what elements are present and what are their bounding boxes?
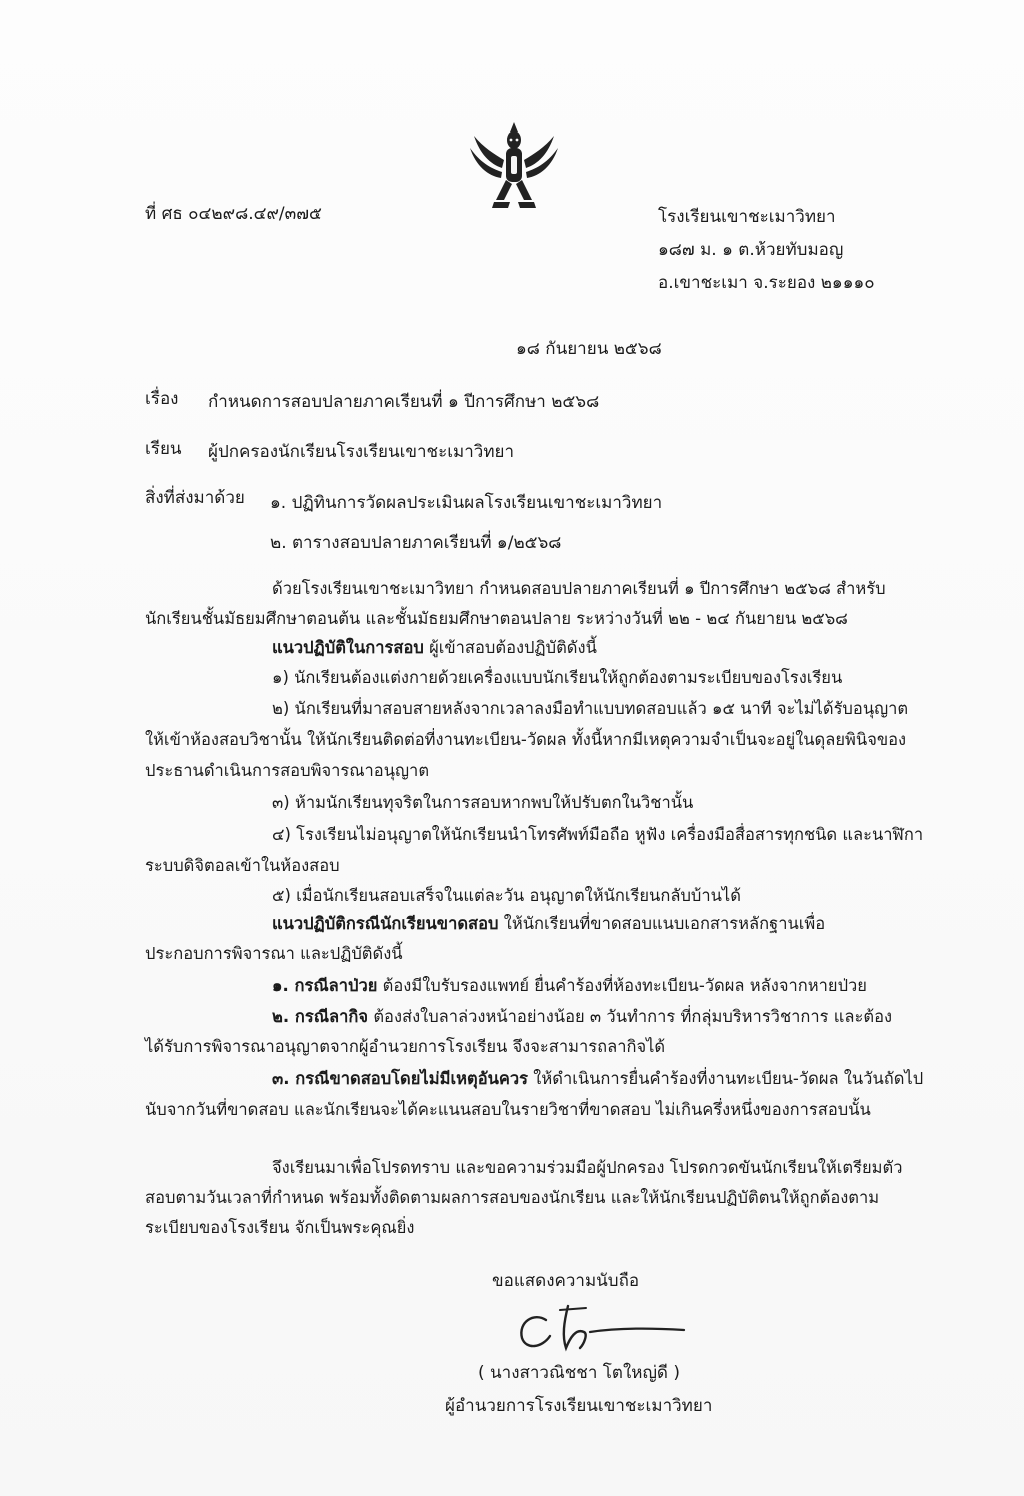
absent-heading-continued: ประกอบการพิจารณา และปฏิบัติดังนี้ [145, 944, 403, 963]
enclosures-label: สิ่งที่ส่งมาด้วย [145, 488, 245, 508]
org-address-line2: อ.เขาชะเมา จ.ระยอง ๒๑๑๑๐ [658, 273, 875, 293]
closing-line: สอบตามวันเวลาที่กำหนด พร้อมทั้งติดตามผลการสอบของนักเรียน และให้นักเรียนปฏิบัติตนให้ถูกต้องตาม [145, 1188, 880, 1207]
absent-case [272, 1068, 1024, 1090]
garuda-emblem-icon [466, 118, 562, 218]
intro-line: นักเรียนชั้นมัธยมศึกษาตอนต้น และชั้นมัธยมศึกษาตอนปลาย ระหว่างวันที่ ๒๒ - ๒๔ กันยายน ๒๕๖๘ [145, 609, 848, 628]
rule-item-continued: ให้เข้าห้องสอบวิชานั้น ให้นักเรียนติดต่อที่งานทะเบียน-วัดผล ทั้งนี้หากมีเหตุความจำเป็นจะอยู่ในดุลยพินิจของ [145, 730, 907, 749]
absent-heading-tail: ให้นักเรียนที่ขาดสอบแนบเอกสารหลักฐานเพื่อ [498, 914, 826, 933]
rule-item: ๕) เมื่อนักเรียนสอบเสร็จในแต่ละวัน อนุญาตให้นักเรียนกลับบ้านได้ [272, 886, 741, 905]
reference-number: ที่ ศธ ๐๔๒๙๘.๔๙/๓๗๕ [145, 204, 322, 224]
rule-item: ๒) นักเรียนที่มาสอบสายหลังจากเวลาลงมือทำแบบทดสอบแล้ว ๑๕ นาที จะไม่ได้รับอนุญาต [272, 699, 909, 718]
rule-item-continued: ประธานดำเนินการสอบพิจารณาอนุญาต [145, 761, 430, 780]
rules-heading [272, 637, 1024, 659]
absent-case [272, 1006, 1024, 1028]
case-label: ๓. กรณีขาดสอบโดยไม่มีเหตุอันควร [272, 1069, 529, 1088]
closing-line: ระเบียบของโรงเรียน จักเป็นพระคุณยิ่ง [145, 1218, 415, 1237]
regards-text: ขอแสดงความนับถือ [492, 1271, 640, 1291]
signer-position: ผู้อำนวยการโรงเรียนเขาชะเมาวิทยา [445, 1396, 713, 1416]
letter-date: ๑๘ กันยายน ๒๕๖๘ [516, 339, 662, 359]
subject-text: กำหนดการสอบปลายภาคเรียนที่ ๑ ปีการศึกษา ๒๕๖๘ [208, 392, 600, 412]
enclosure-item: ๒. ตารางสอบปลายภาคเรียนที่ ๑/๒๕๖๘ [270, 533, 562, 553]
rules-heading-tail: ผู้เข้าสอบต้องปฏิบัติดังนี้ [423, 638, 597, 657]
handwritten-signature [512, 1298, 692, 1358]
org-address-line1: ๑๘๗ ม. ๑ ต.ห้วยทับมอญ [658, 240, 844, 260]
absent-case-continued: นับจากวันที่ขาดสอบ และนักเรียนจะได้คะแนนสอบในรายวิชาที่ขาดสอบ ไม่เกินครึ่งหนึ่งของการสอบนั้น [145, 1100, 871, 1119]
case-label: ๑. กรณีลาป่วย [272, 976, 378, 995]
case-label: ๒. กรณีลากิจ [272, 1007, 369, 1026]
closing-line: จึงเรียนมาเพื่อโปรดทราบ และขอความร่วมมือผู้ปกครอง โปรดกวดขันนักเรียนให้เตรียมตัว [272, 1158, 903, 1177]
absent-heading-bold: แนวปฏิบัติกรณีนักเรียนขาดสอบ [272, 914, 499, 933]
org-name: โรงเรียนเขาชะเมาวิทยา [658, 207, 836, 227]
rule-item-continued: ระบบดิจิตอลเข้าในห้องสอบ [145, 856, 340, 875]
rules-heading-bold: แนวปฏิบัติในการสอบ [272, 638, 424, 657]
case-text: ให้ดำเนินการยื่นคำร้องที่งานทะเบียน-วัดผล ในวันถัดไป [528, 1069, 924, 1088]
to-text: ผู้ปกครองนักเรียนโรงเรียนเขาชะเมาวิทยา [208, 442, 515, 462]
absent-heading [272, 913, 1024, 935]
rule-item: ๓) ห้ามนักเรียนทุจริตในการสอบหากพบให้ปรับตกในวิชานั้น [272, 793, 694, 812]
enclosure-item: ๑. ปฏิทินการวัดผลประเมินผลโรงเรียนเขาชะเมาวิทยา [270, 493, 663, 513]
subject-label: เรื่อง [145, 389, 179, 409]
rule-item: ๔) โรงเรียนไม่อนุญาตให้นักเรียนนำโทรศัพท์มือถือ หูฟัง เครื่องมือสื่อสารทุกชนิด และนาฬิกา [272, 825, 924, 844]
signer-name: ( นางสาวณิชชา โตใหญ่ดี ) [478, 1363, 681, 1383]
case-text: ต้องส่งใบลาล่วงหน้าอย่างน้อย ๓ วันทำการ ที่กลุ่มบริหารวิชาการ และต้อง [368, 1007, 893, 1026]
absent-case [272, 975, 1024, 997]
intro-line: ด้วยโรงเรียนเขาชะเมาวิทยา กำหนดสอบปลายภาคเรียนที่ ๑ ปีการศึกษา ๒๕๖๘ สำหรับ [272, 579, 886, 598]
case-text: ต้องมีใบรับรองแพทย์ ยื่นคำร้องที่ห้องทะเบียน-วัดผล หลังจากหายป่วย [377, 976, 867, 995]
absent-case-continued: ได้รับการพิจารณาอนุญาตจากผู้อำนวยการโรงเรียน จึงจะสามารถลากิจได้ [145, 1037, 666, 1056]
rule-item: ๑) นักเรียนต้องแต่งกายด้วยเครื่องแบบนักเรียนให้ถูกต้องตามระเบียบของโรงเรียน [272, 668, 843, 687]
to-label: เรียน [145, 439, 182, 459]
